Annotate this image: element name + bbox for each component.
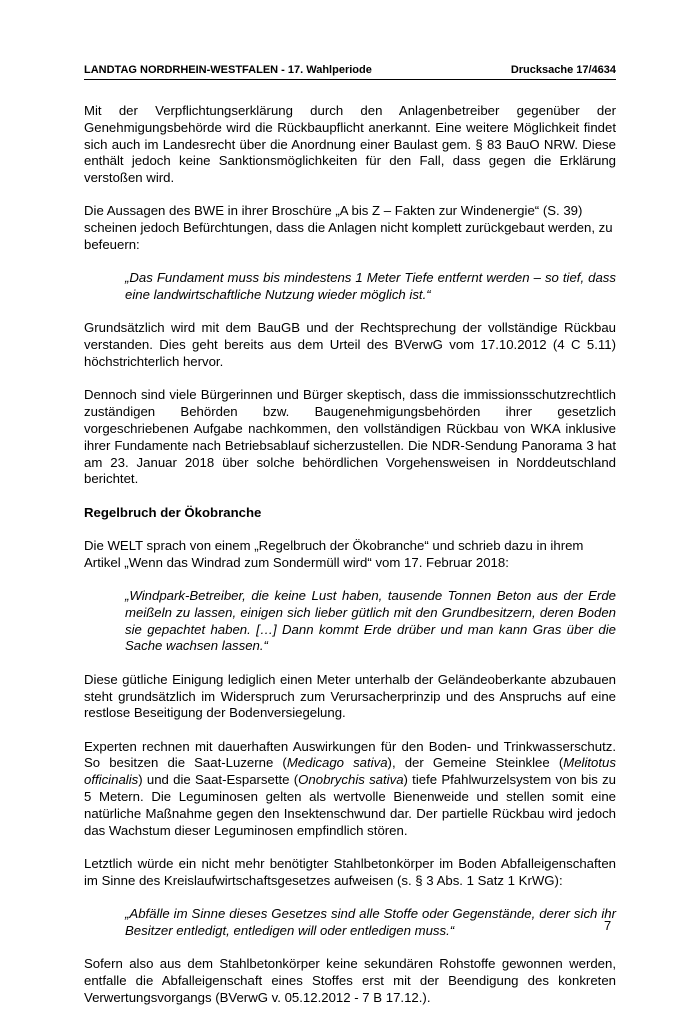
paragraph-commitment-declaration: Mit der Verpflichtungserklärung durch den Anlagenbetreiber gegenüber der Genehmigungsbehörde wird die Rückbaupflicht anerkannt. Eine weitere Möglichkeit findet sich auch im Landesrecht über die Anordnung einer Baulast gem. § 83 BauO NRW. Diese enthält jedoch keine Sanktionsmöglichkeiten für den Fall, dass gegen die Erklärung verstoßen wird.: [84, 103, 616, 186]
paragraph-expert-impacts: [84, 739, 616, 840]
paragraph-baugb-jurisprudence: Grundsätzlich wird mit dem BauGB und der Rechtsprechung der vollständige Rückbau verstanden. Dies geht bereits aus dem Urteil des BVerwG vom 17.10.2012 (4 C 5.11) höchstrichterlich hervor.: [84, 320, 616, 370]
paragraph-polluter-principle: Diese gütliche Einigung lediglich einen Meter unterhalb der Geländeoberkante abzubauen steht grundsätzlich im Widerspruch zum Verursacherprinzip und des Anspruchs auf eine restlose Beseitigung der Bodenversiegelung.: [84, 671, 616, 721]
paragraph-welt-article: Die WELT sprach von einem „Regelbruch der Ökobranche“ und schrieb dazu in ihrem Artikel „Wenn das Windrad zum Sondermüll wird“ vom 17. Februar 2018:: [84, 537, 584, 570]
text-run: ) tiefe Pfahlwurzelsystem von bis zu 5 Metern. Die Leguminosen gelten als wertvolle Bienenweide und stellen somit eine natürliche Maßnahme gegen den Insektenschwund dar. Der partielle Rückbau wird jedoch das Wachstum dieser Leguminosen empfindlich stören.: [84, 772, 616, 838]
header-document-number: Drucksache 17/4634: [510, 64, 616, 76]
text-run: ), der Gemeine Steinklee (: [387, 755, 564, 771]
header-parliament-title: LANDTAG NORDRHEIN-WESTFALEN - 17. Wahlperiode: [84, 64, 372, 76]
quote-windpark-operators: „Windpark-Betreiber, die keine Lust haben, tausende Tonnen Beton aus der Erde meißeln zu lassen, einigen sich lieber gütlich mit den Grundbesitzern, deren Boden sie gepachtet haben. […] Dann kommt Erde drüber und man kann Gras über die Sache wachsen lassen.“: [125, 588, 616, 654]
paragraph-bwe-brochure: Die Aussagen des BWE in ihrer Broschüre „A bis Z – Fakten zur Windenergie“ (S. 39) scheinen jedoch Befürchtungen, dass die Anlagen nicht komplett zurückgebaut werden, zu befeuern:: [84, 203, 613, 253]
species-name-melitotus: Melitotus officinalis: [84, 755, 616, 788]
text-run: Experten rechnen mit dauerhaften Auswirkungen für den Boden- und Trinkwasserschutz. So besitzen die Saat-Luzerne (: [84, 738, 616, 771]
quote-waste-definition: „Abfälle im Sinne dieses Gesetzes sind alle Stoffe oder Gegenstände, derer sich ihr Besitzer entledigt, entledigen will oder entledigen muss.“: [125, 905, 616, 938]
paragraph-waste-properties: Letztlich würde ein nicht mehr benötigter Stahlbetonkörper im Boden Abfalleigenschaften im Sinne des Kreislaufwirtschaftsgesetzes aufweisen (s. § 3 Abs. 1 Satz 1 KrWG):: [84, 855, 616, 888]
text-run: ) und die Saat-Esparsette (: [138, 772, 299, 788]
paragraph-citizen-skepticism: Dennoch sind viele Bürgerinnen und Bürger skeptisch, dass die immissionsschutzrechtlich zuständigen Behörden bzw. Baugenehmigungsbehörden ihrer gesetzlich vorgeschriebenen Aufgabe nachkommen, den vollständigen Rückbau von WKA inklusive ihrer Fundamente nach Betriebsablauf sicherzustellen. Die NDR-Sendung Panorama 3 hat am 23. Januar 2018 über solche behördlichen Vorgehensweisen in Norddeutschland berichtet.: [84, 387, 616, 487]
document-body: [84, 103, 616, 1023]
page-number: 7: [604, 918, 612, 933]
species-name-medicago: Medicago sativa: [286, 755, 388, 771]
species-name-onobrychis: Onobrychis sativa: [298, 772, 404, 788]
page-header: [84, 64, 616, 80]
section-heading-rule-breach: Regelbruch der Ökobranche: [84, 504, 262, 520]
paragraph-secondary-raw-materials: Sofern also aus dem Stahlbetonkörper keine sekundären Rohstoffe gewonnen werden, entfalle die Abfalleigenschaft eines Stoffes erst mit der Beendigung des konkreten Verwertungsvorgangs (BVerwG v. 05.12.2012 - 7 B 17.12.).: [84, 956, 616, 1005]
quote-foundation-depth: „Das Fundament muss bis mindestens 1 Meter Tiefe entfernt werden – so tief, dass eine landwirtschaftliche Nutzung wieder möglich ist.“: [125, 270, 616, 303]
